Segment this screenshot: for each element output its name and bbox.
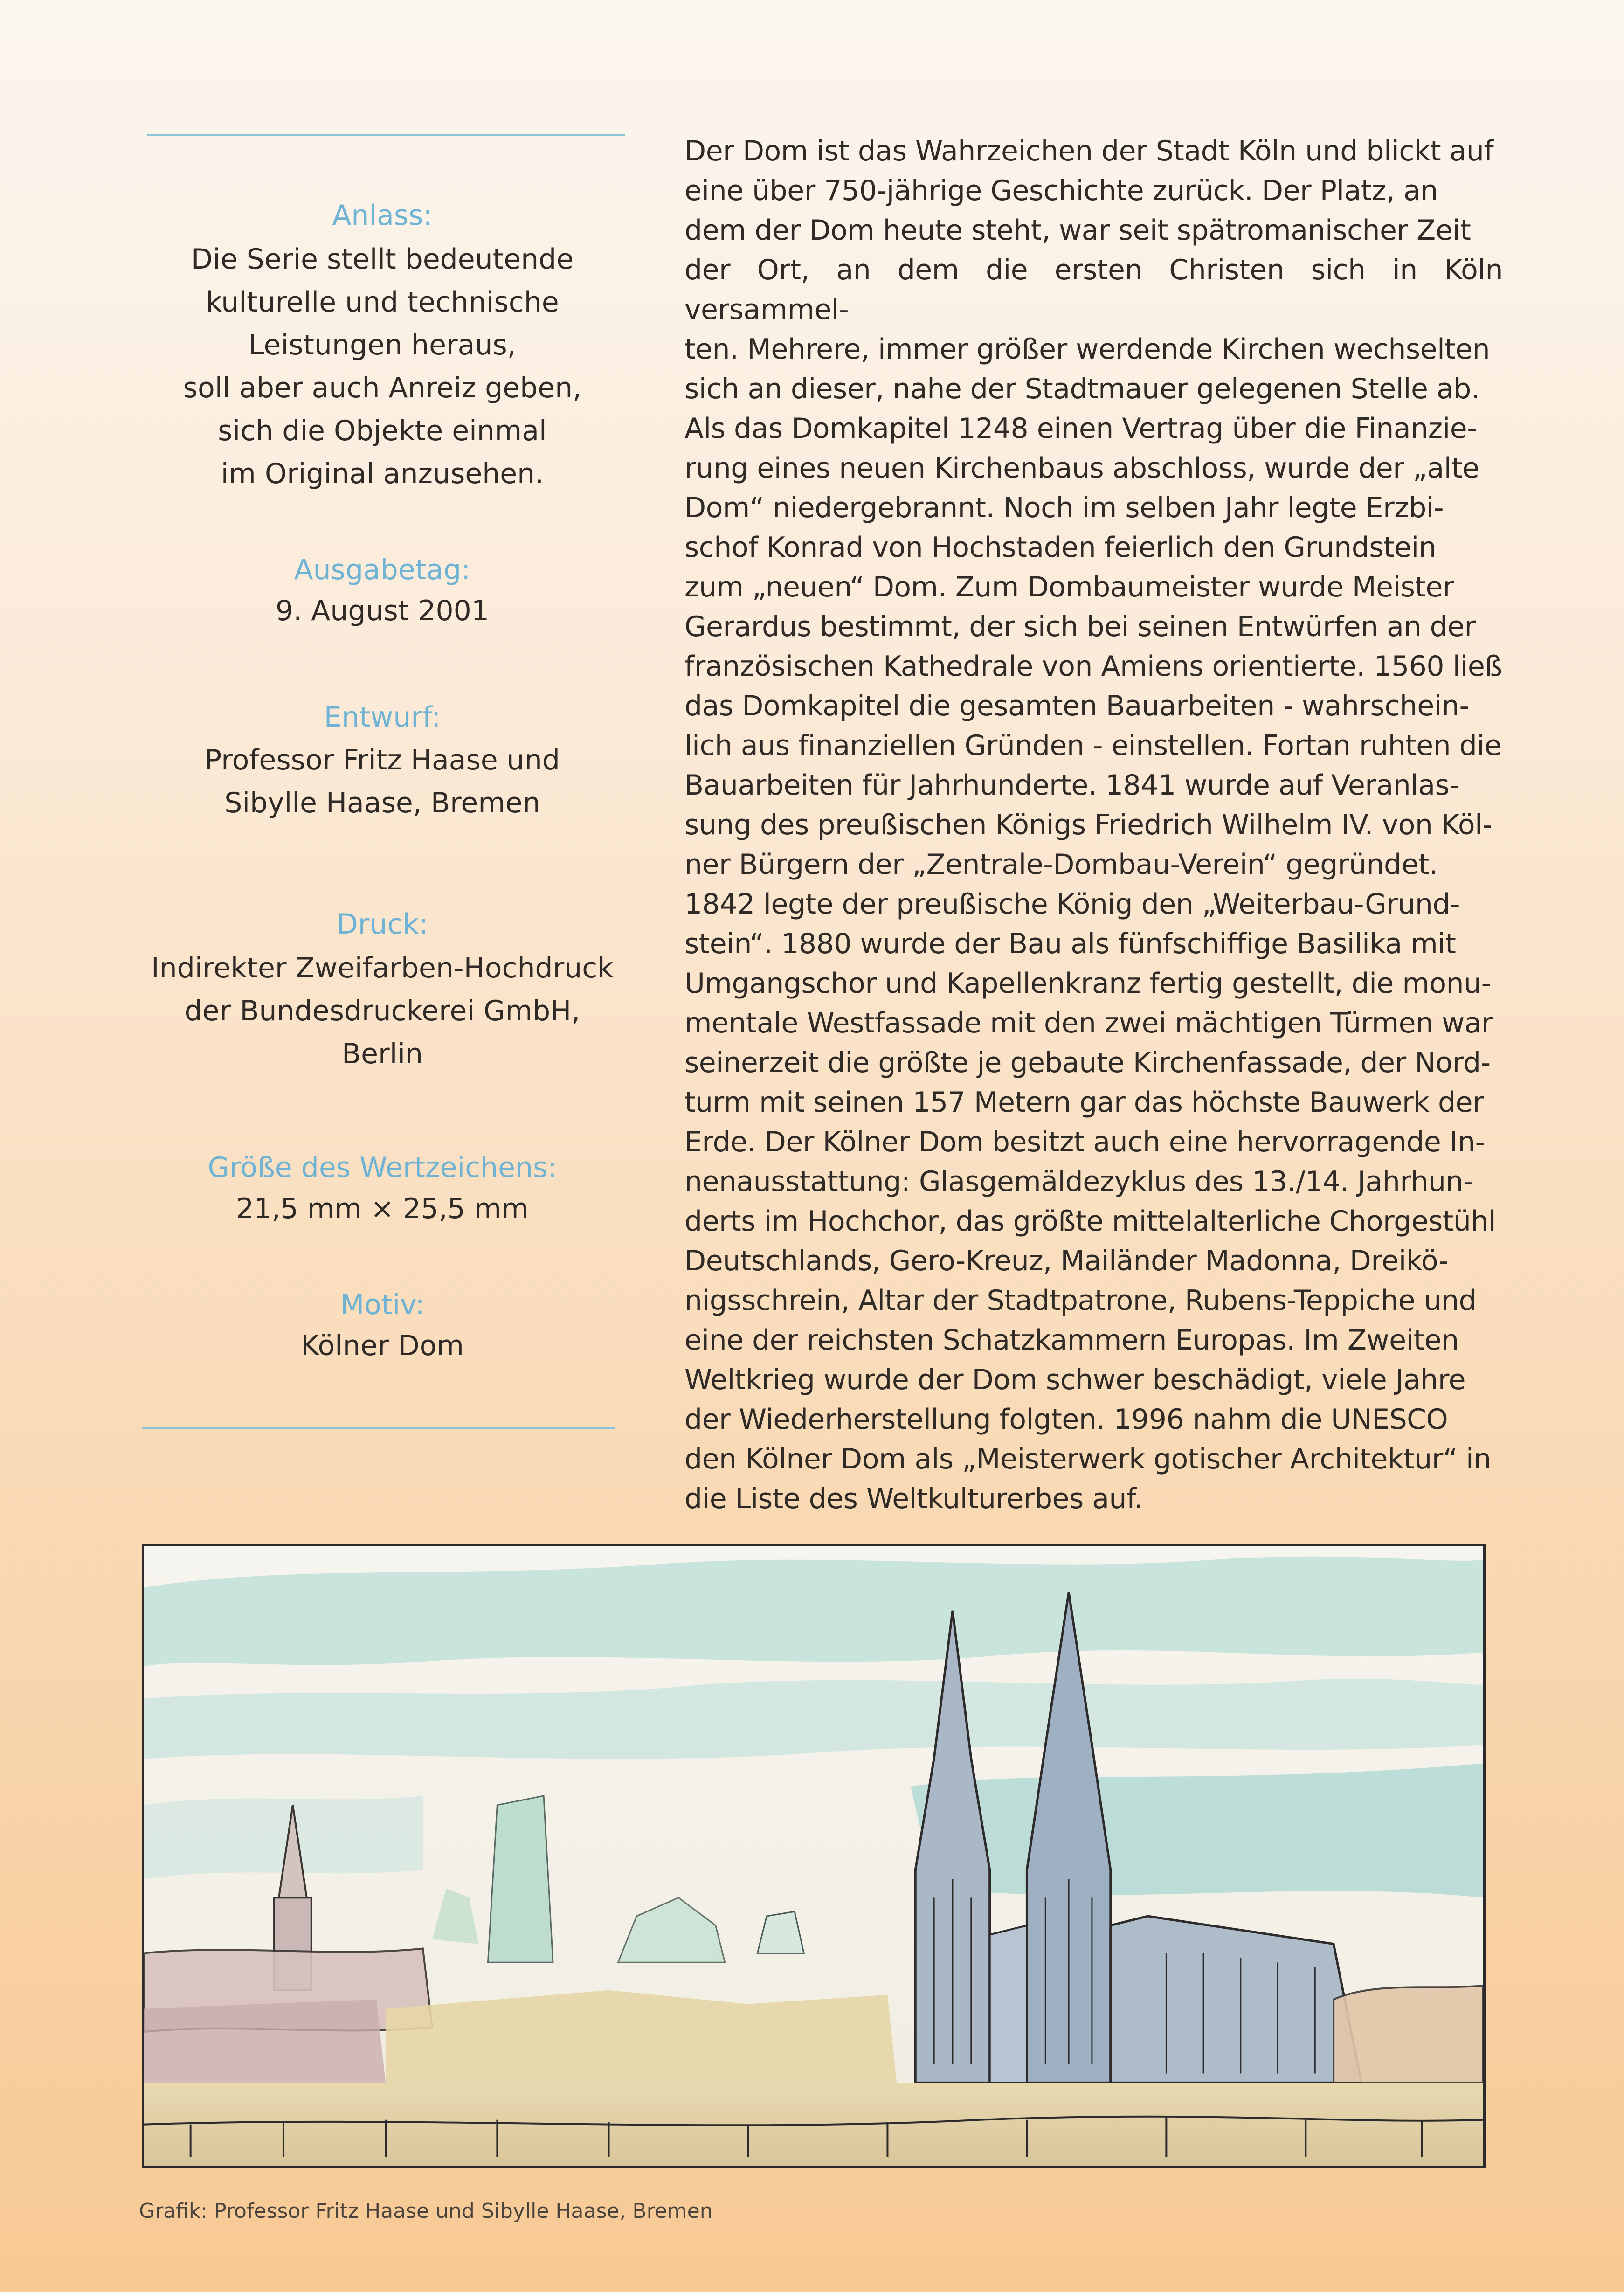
anlass-label: Anlass: xyxy=(332,199,433,232)
cologne-cathedral-illustration xyxy=(142,1544,1486,2168)
info-column xyxy=(140,0,625,1446)
motiv-label: Motiv: xyxy=(340,1288,425,1321)
motiv-text: Kölner Dom xyxy=(301,1329,464,1362)
ausgabetag-label: Ausgabetag: xyxy=(294,554,471,586)
ausgabetag-text: 9. August 2001 xyxy=(275,595,490,627)
druck-label: Druck: xyxy=(336,908,428,941)
watercolor-skyline-image xyxy=(144,1546,1483,2166)
bottom-divider xyxy=(142,1427,615,1429)
illustration-caption: Grafik: Professor Fritz Haase und Sibylle Haase, Bremen xyxy=(139,2199,713,2223)
groesse-label: Größe des Wertzeichens: xyxy=(207,1151,557,1184)
entwurf-text: Professor Fritz Haase und Sibylle Haase, Bremen xyxy=(205,744,560,819)
entwurf-label: Entwurf: xyxy=(324,701,441,734)
druck-text: Indirekter Zweifarben-Hochdruck der Bundesdruckerei GmbH, Berlin xyxy=(151,952,614,1070)
body-text: Der Dom ist das Wahrzeichen der Stadt Köln und blickt auf eine über 750-jährige Geschichte zurück. Der Platz, an dem der Dom heute steht, war seit spätromanischer Zeit der Ort, an dem die ersten Christen sich in Köln versammel- ten. Mehrere, immer größer werdende Kirchen wechselten sich an dieser, nahe der Stadtmauer gelegenen Stelle ab. Als das Domkapitel 1248 einen Vertrag über die Finanzie- rung eines neuen Kirchenbaus abschloss, wurde der „alte Dom“ niedergebrannt. Noch im selben Jahr legte Erzbi- schof Konrad von Hochstaden feierlich den Grundstein zum „neuen“ Dom. Zum Dombaumeister wurde Meister Gerardus bestimmt, der sich bei seinen Entwürfen an der französischen Kathedrale von Amiens orientierte. 1560 ließ das Domkapitel die gesamten Bauarbeiten - wahrschein- lich aus finanziellen Gründen - einstellen. Fortan ruhten die Bauarbeiten für Jahrhunderte. 1841 wurde auf Veranlas- sung des preußischen Königs Friedrich Wilhelm IV. von Köl- ner Bürgern der „Zentrale-Dombau-Verein“ gegründet. 1842 legte der preußische König den „Weiterbau-Grund- stein“. 1880 wurde der Bau als fünfschiffige Basilika mit Umgangschor und Kapellenkranz fertig gestellt, die monu- mentale Westfassade mit den zwei mächtigen Türmen war seinerzeit die größte je gebaute Kirchenfassade, der Nord- turm mit seinen 157 Metern gar das höchste Bauwerk der Erde. Der Kölner Dom besitzt auch eine hervorragende In- nenausstattung: Glasgemäldezyklus des 13./14. Jahrhun- derts im Hochchor, das größte mittelalterliche Chorgestühl Deutschlands, Gero-Kreuz, Mailänder Madonna, Dreikö- nigsschrein, Altar der Stadtpatrone, Rubens-Teppiche und eine der reichsten Schatzkammern Europas. Im Zweiten Weltkrieg wurde der Dom schwer beschädigt, viele Jahre der Wiederherstellung folgten. 1996 nahm die UNESCO den Kölner Dom als „Meisterwerk gotischer Architektur“ in die Liste des Weltkulturerbes auf. xyxy=(684,135,1503,1515)
groesse-text: 21,5 mm × 25,5 mm xyxy=(236,1192,529,1225)
anlass-text: Die Serie stellt bedeutende kulturelle und technische Leistungen heraus, soll aber auch Anreiz geben, sich die Objekte einmal im Original anzusehen. xyxy=(183,243,582,490)
